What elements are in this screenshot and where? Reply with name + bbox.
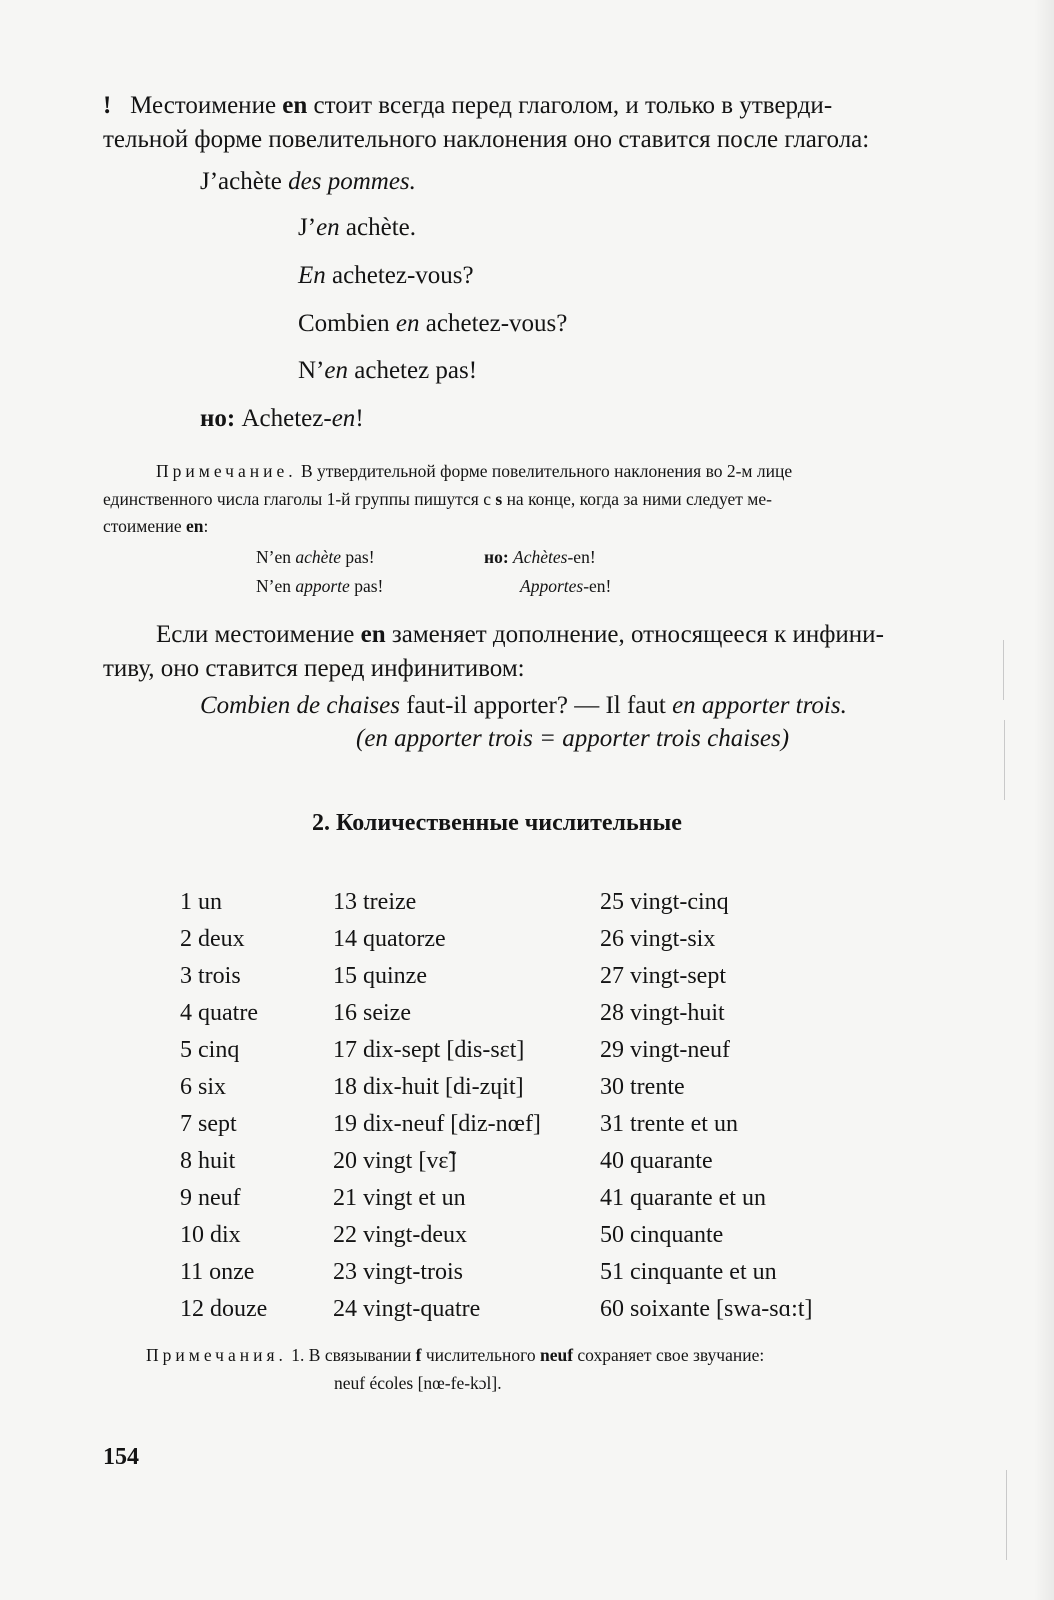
numeral-entry: 4 quatre: [180, 1000, 258, 1026]
scan-edge-mark: [1003, 640, 1004, 700]
scan-edge-mark: [1006, 1470, 1007, 1560]
numeral-entry: 21 vingt et un: [333, 1185, 466, 1211]
numeral-entry: 16 seize: [333, 1000, 411, 1026]
numeral-entry: 3 trois: [180, 963, 241, 989]
numeral-entry: 6 six: [180, 1074, 227, 1100]
intro-line-1: ! Местоимение en стоит всегда перед глаголом, и только в утверди-: [103, 92, 833, 119]
numeral-entry: 26 vingt-six: [600, 926, 716, 952]
numeral-entry: 27 vingt-sept: [600, 963, 726, 989]
numeral-entry: 14 quatorze: [333, 926, 446, 952]
numeral-entry: 18 dix-huit [di-zɥit]: [333, 1074, 524, 1100]
example-line-1: J’achète des pommes.: [200, 168, 416, 195]
intro-line-2: тельной форме повелительного наклонения оно ставится после глагола:: [103, 126, 870, 153]
numeral-entry: 22 vingt-deux: [333, 1222, 467, 1248]
numeral-entry: 11 onze: [180, 1259, 255, 1285]
numeral-entry: 41 quarante et un: [600, 1185, 766, 1211]
numeral-entry: 2 deux: [180, 926, 245, 952]
numeral-entry: 30 trente: [600, 1074, 685, 1100]
numerals-column-1: [180, 884, 267, 1328]
note-1-example-3: но: Achètes-en!: [484, 547, 596, 567]
numeral-entry: 17 dix-sept [dis-sɛt]: [333, 1037, 525, 1063]
numeral-entry: 9 neuf: [180, 1185, 241, 1211]
example-line-4: Combien en achetez-vous?: [298, 310, 568, 337]
numeral-entry: 60 soixante [swa-sɑ:t]: [600, 1296, 813, 1322]
page-number: 154: [103, 1444, 139, 1470]
numeral-entry: 13 treize: [333, 889, 417, 915]
numeral-entry: 50 cinquante: [600, 1222, 724, 1248]
numeral-entry: 10 dix: [180, 1222, 241, 1248]
example-line-2: J’en achète.: [298, 214, 417, 241]
note-2-line-2: neuf écoles [nœ-fe-kɔl].: [334, 1373, 502, 1393]
numeral-entry: 19 dix-neuf [diz-nœf]: [333, 1111, 541, 1137]
numeral-entry: 31 trente et un: [600, 1111, 738, 1137]
numeral-entry: 8 huit: [180, 1148, 236, 1174]
numeral-entry: 28 vingt-huit: [600, 1000, 725, 1026]
example-line-5: N’en achetez pas!: [298, 357, 478, 384]
numeral-entry: 51 cinquante et un: [600, 1259, 777, 1285]
note-1-line-2: единственного числа глаголы 1-й группы пишутся с s на конце, когда за ними следует ме-: [103, 489, 772, 509]
numerals-column-3: [600, 884, 813, 1328]
numeral-entry: 29 vingt-neuf: [600, 1037, 730, 1063]
example-line-3: En achetez-vous?: [298, 262, 474, 289]
page-edge-shadow: [1034, 0, 1054, 1600]
infinitive-example-2: (en apporter trois = apporter trois chaises): [356, 725, 790, 752]
numeral-entry: 20 vingt [vɛ̃]: [333, 1148, 457, 1174]
note-1-example-4: Apportes-en!: [520, 576, 612, 596]
numeral-entry: 24 vingt-quatre: [333, 1296, 481, 1322]
example-line-6: но: Achetez-en!: [200, 405, 364, 432]
numeral-entry: 23 vingt-trois: [333, 1259, 463, 1285]
numeral-entry: 12 douze: [180, 1296, 268, 1322]
infinitive-example-1: Combien de chaises faut-il apporter? — Il faut en apporter trois.: [200, 692, 847, 719]
numeral-entry: 1 un: [180, 889, 222, 915]
exclamation-mark: !: [103, 92, 112, 119]
note-1-example-1: N’en achète pas!: [256, 547, 375, 567]
note-2-line-1: Примечания. 1. В связывании f числительного neuf сохраняет свое звучание:: [146, 1345, 765, 1365]
note-label: Примечания.: [146, 1345, 287, 1365]
note-label: Примечание.: [156, 461, 297, 481]
numerals-column-2: [333, 884, 541, 1328]
note-1-line-1: Примечание. В утвердительной форме повелительного наклонения во 2-м лице: [156, 461, 793, 481]
note-1-line-3: стоимение en:: [103, 516, 209, 536]
note-1-example-2: N’en apporte pas!: [256, 576, 384, 596]
section-title: 2. Количественные числительные: [312, 810, 682, 836]
infinitive-line-2: тиву, оно ставится перед инфинитивом:: [103, 655, 525, 682]
infinitive-line-1: Если местоимение en заменяет дополнение, относящееся к инфини-: [156, 621, 884, 648]
numeral-entry: 15 quinze: [333, 963, 427, 989]
numeral-entry: 40 quarante: [600, 1148, 713, 1174]
numeral-entry: 25 vingt-cinq: [600, 889, 729, 915]
numeral-entry: 7 sept: [180, 1111, 237, 1137]
scan-edge-mark: [1004, 720, 1005, 800]
numeral-entry: 5 cinq: [180, 1037, 240, 1063]
